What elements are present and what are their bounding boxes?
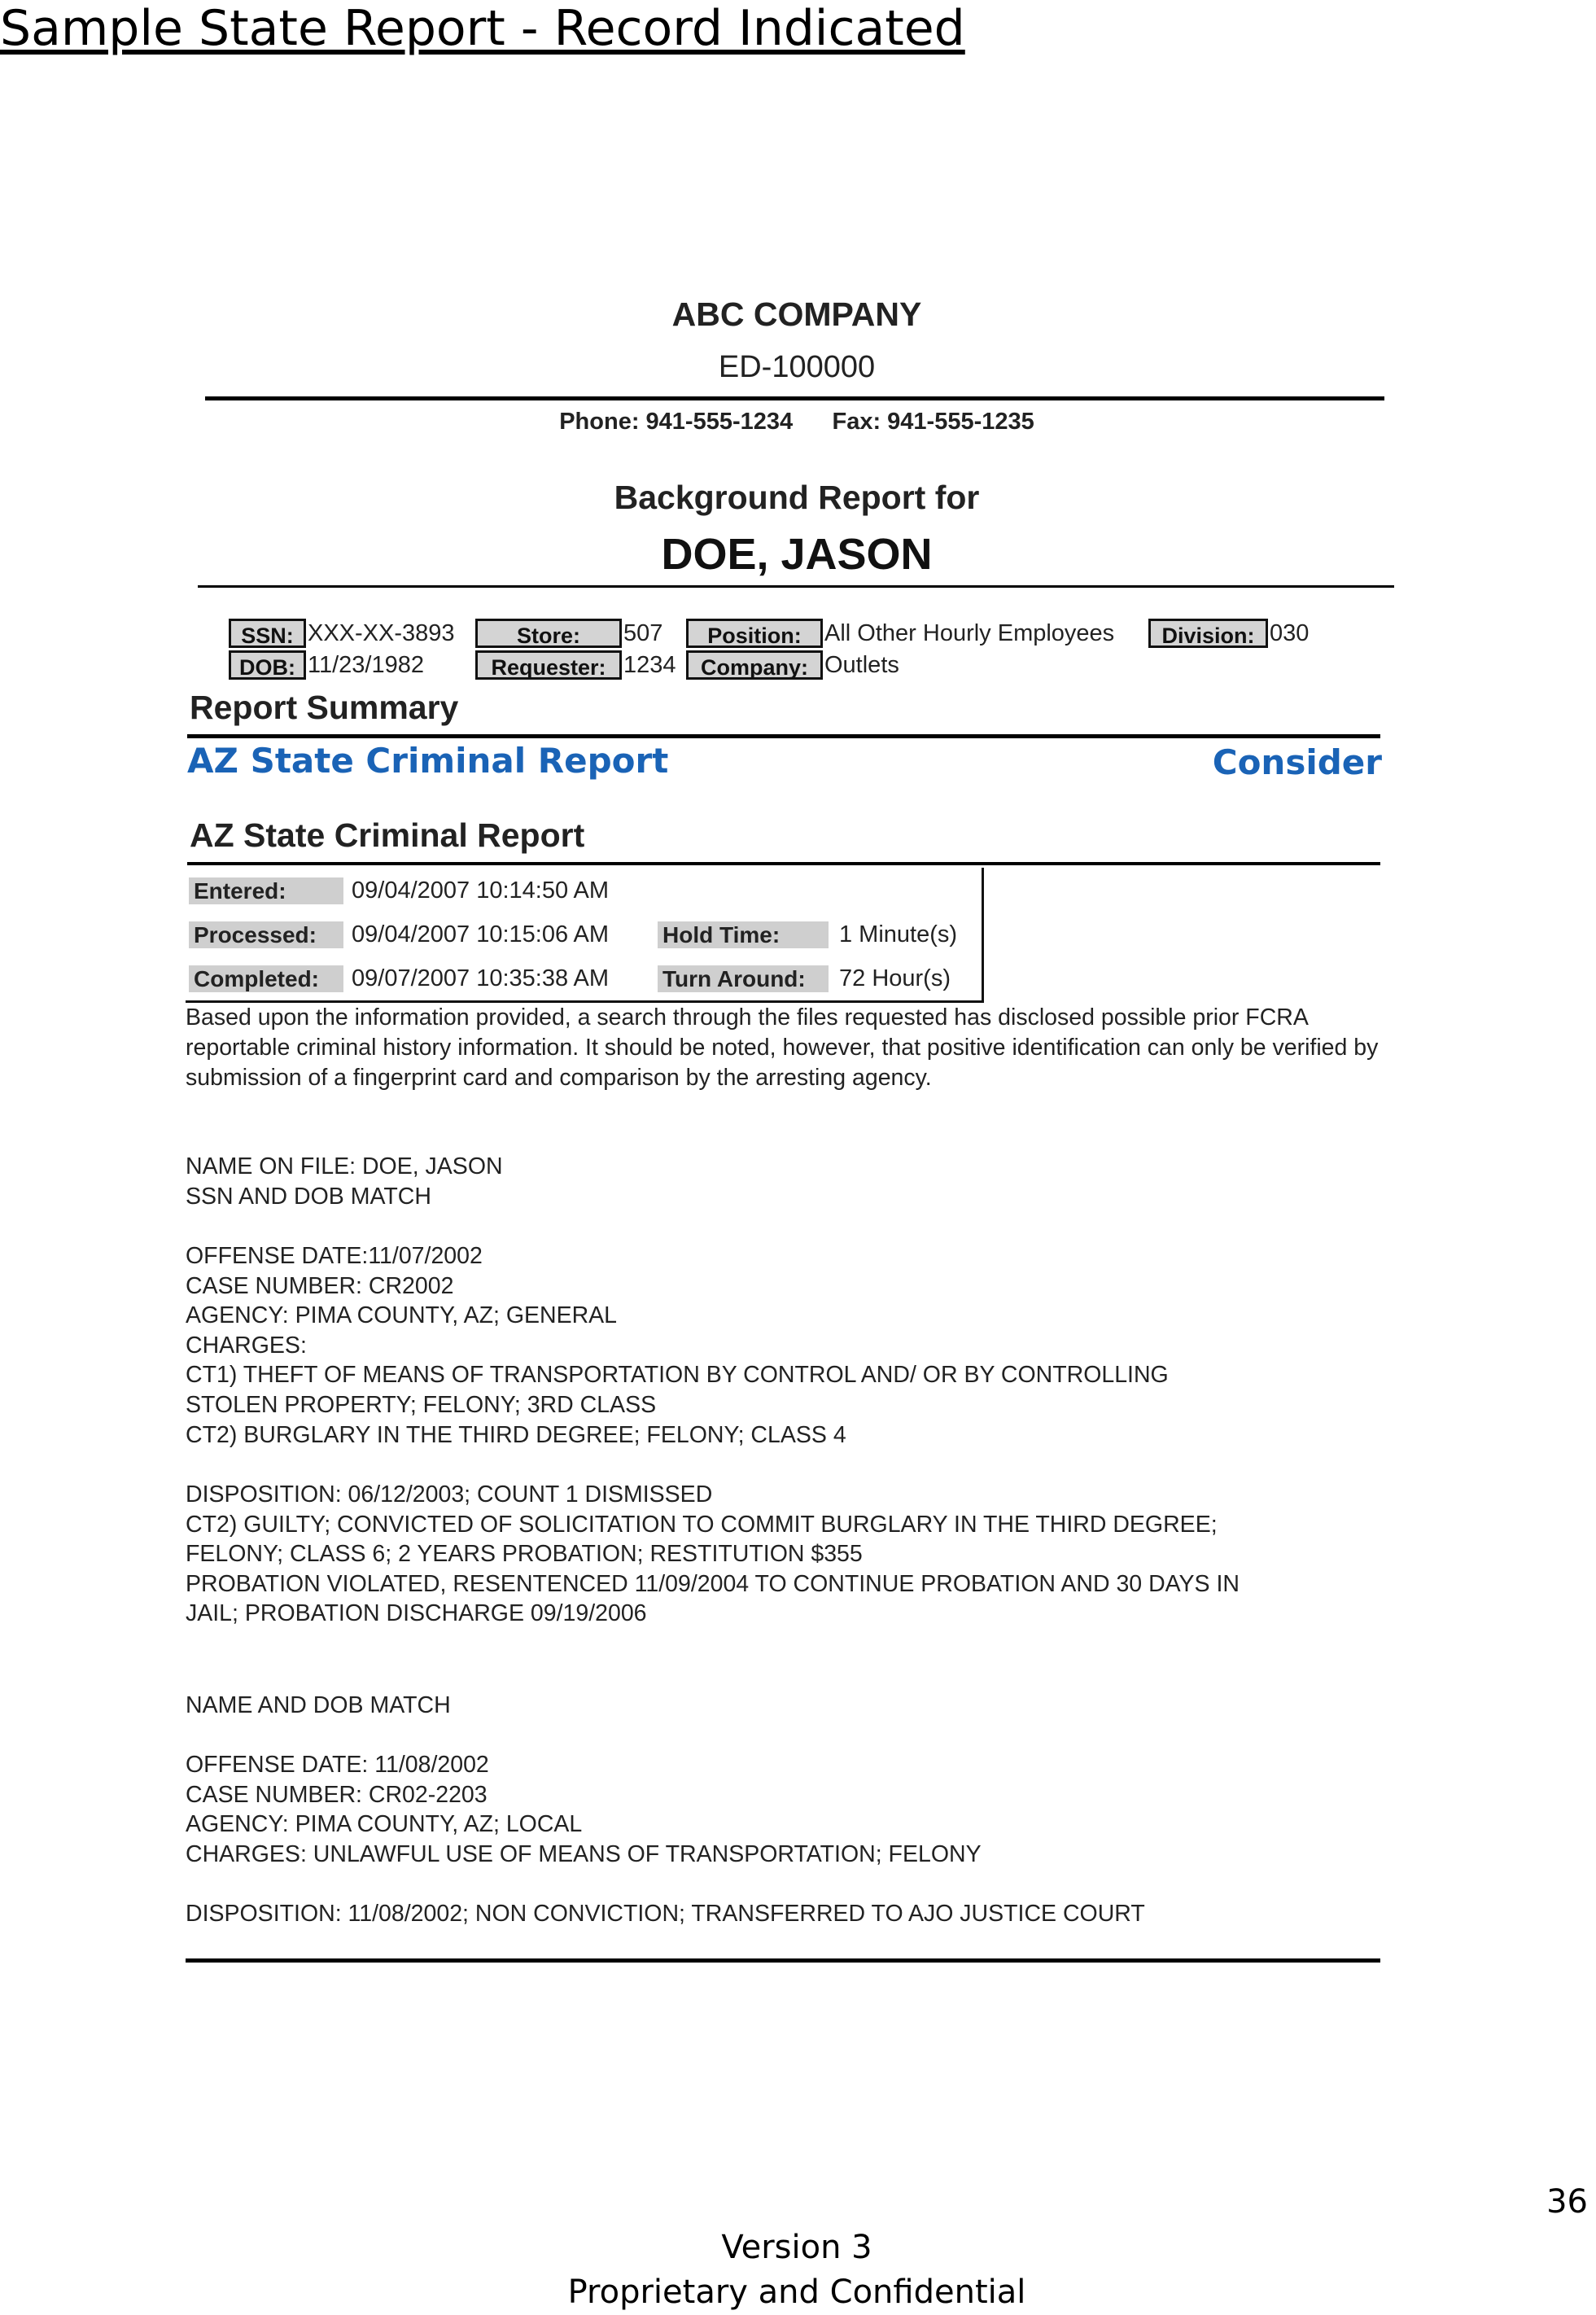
ssn-label: SSN: <box>229 619 306 648</box>
header-rule <box>205 396 1384 400</box>
company-label: Company: <box>686 650 823 680</box>
hold-time-value: 1 Minute(s) <box>839 921 958 947</box>
processed-label: Processed: <box>189 921 343 948</box>
turn-around-label: Turn Around: <box>658 965 829 992</box>
company-code: ED-100000 <box>718 350 876 384</box>
record2-disposition: DISPOSITION: 11/08/2002; NON CONVICTION; TRANSFERRED TO AJO JUSTICE COURT <box>186 1901 1145 1927</box>
company-value: Outlets <box>824 652 899 678</box>
disclaimer-paragraph: Based upon the information provided, a search through the files requested has disclosed possible prior FCRA reportable criminal history information. It should be noted, however, that positive identification can only be verified by submission of a fingerprint card and comparison by the arresting agency. <box>186 1004 1379 1091</box>
page-number: 36 <box>1546 2183 1588 2221</box>
entered-value: 09/04/2007 10:14:50 AM <box>352 877 610 904</box>
turn-around-value: 72 Hour(s) <box>839 965 951 991</box>
report-summary-heading: Report Summary <box>190 689 459 726</box>
fax-number: Fax: 941-555-1235 <box>832 409 1034 435</box>
version-label: Version 3 <box>721 2229 872 2266</box>
completed-label: Completed: <box>189 965 343 992</box>
report-dates-box <box>186 868 984 1003</box>
division-label: Division: <box>1148 619 1268 648</box>
requester-label: Requester: <box>475 650 622 680</box>
phone-number: Phone: 941-555-1234 <box>559 409 794 435</box>
az-state-criminal-report-link[interactable]: AZ State Criminal Report <box>187 741 669 781</box>
summary-rule <box>187 734 1380 738</box>
record1-offense: OFFENSE DATE:11/07/2002 CASE NUMBER: CR2002 AGENCY: PIMA COUNTY, AZ; GENERAL CHARGES: CT1) THEFT OF MEANS OF TRANSPORTATION BY CONTROL AND/ OR BY CONTROLLING STOLEN PROPERTY; FELONY; 3RD CLASS CT2) BURGLARY IN THE THIRD DEGREE; FELONY; CLASS 4 <box>186 1243 1169 1448</box>
consider-status: Consider <box>1212 742 1382 782</box>
record2-header: NAME AND DOB MATCH <box>186 1692 451 1718</box>
report-end-rule <box>186 1958 1380 1963</box>
subject-name: DOE, JASON <box>661 530 933 579</box>
company-name: ABC COMPANY <box>671 295 922 333</box>
az-report-rule <box>187 862 1380 865</box>
completed-value: 09/07/2007 10:35:38 AM <box>352 965 610 991</box>
record1-header: NAME ON FILE: DOE, JASON SSN AND DOB MATCH <box>186 1153 503 1210</box>
entered-label: Entered: <box>189 877 343 904</box>
position-label: Position: <box>686 619 823 648</box>
report-for-label: Background Report for <box>614 479 980 516</box>
contact-line <box>0 409 1594 435</box>
store-value: 507 <box>623 620 663 646</box>
record2-offense: OFFENSE DATE: 11/08/2002 CASE NUMBER: CR02-2203 AGENCY: PIMA COUNTY, AZ; LOCAL CHARGES: UNLAWFUL USE OF MEANS OF TRANSPORTATION; FELONY <box>186 1752 982 1867</box>
dob-label: DOB: <box>229 650 306 680</box>
position-value: All Other Hourly Employees <box>824 620 1115 646</box>
record1-disposition: DISPOSITION: 06/12/2003; COUNT 1 DISMISSED CT2) GUILTY; CONVICTED OF SOLICITATION TO COMMIT BURGLARY IN THE THIRD DEGREE; FELONY; CLASS 6; 2 YEARS PROBATION; RESTITUTION $355 PROBATION VIOLATED, RESENTENCED 11/09/2004 TO CONTINUE PROBATION AND 30 DAYS IN JAIL; PROBATION DISCHARGE 09/19/2006 <box>186 1481 1240 1627</box>
requester-value: 1234 <box>623 652 676 678</box>
ssn-value: XXX-XX-3893 <box>308 620 455 646</box>
dob-value: 11/23/1982 <box>308 652 424 678</box>
az-report-heading: AZ State Criminal Report <box>190 816 585 854</box>
division-value: 030 <box>1270 620 1310 646</box>
hold-time-label: Hold Time: <box>658 921 829 948</box>
name-rule <box>198 585 1394 588</box>
slide-title: Sample State Report - Record Indicated <box>0 0 965 57</box>
confidential-label: Proprietary and Confidential <box>567 2273 1026 2311</box>
store-label: Store: <box>475 619 622 648</box>
processed-value: 09/04/2007 10:15:06 AM <box>352 921 610 947</box>
